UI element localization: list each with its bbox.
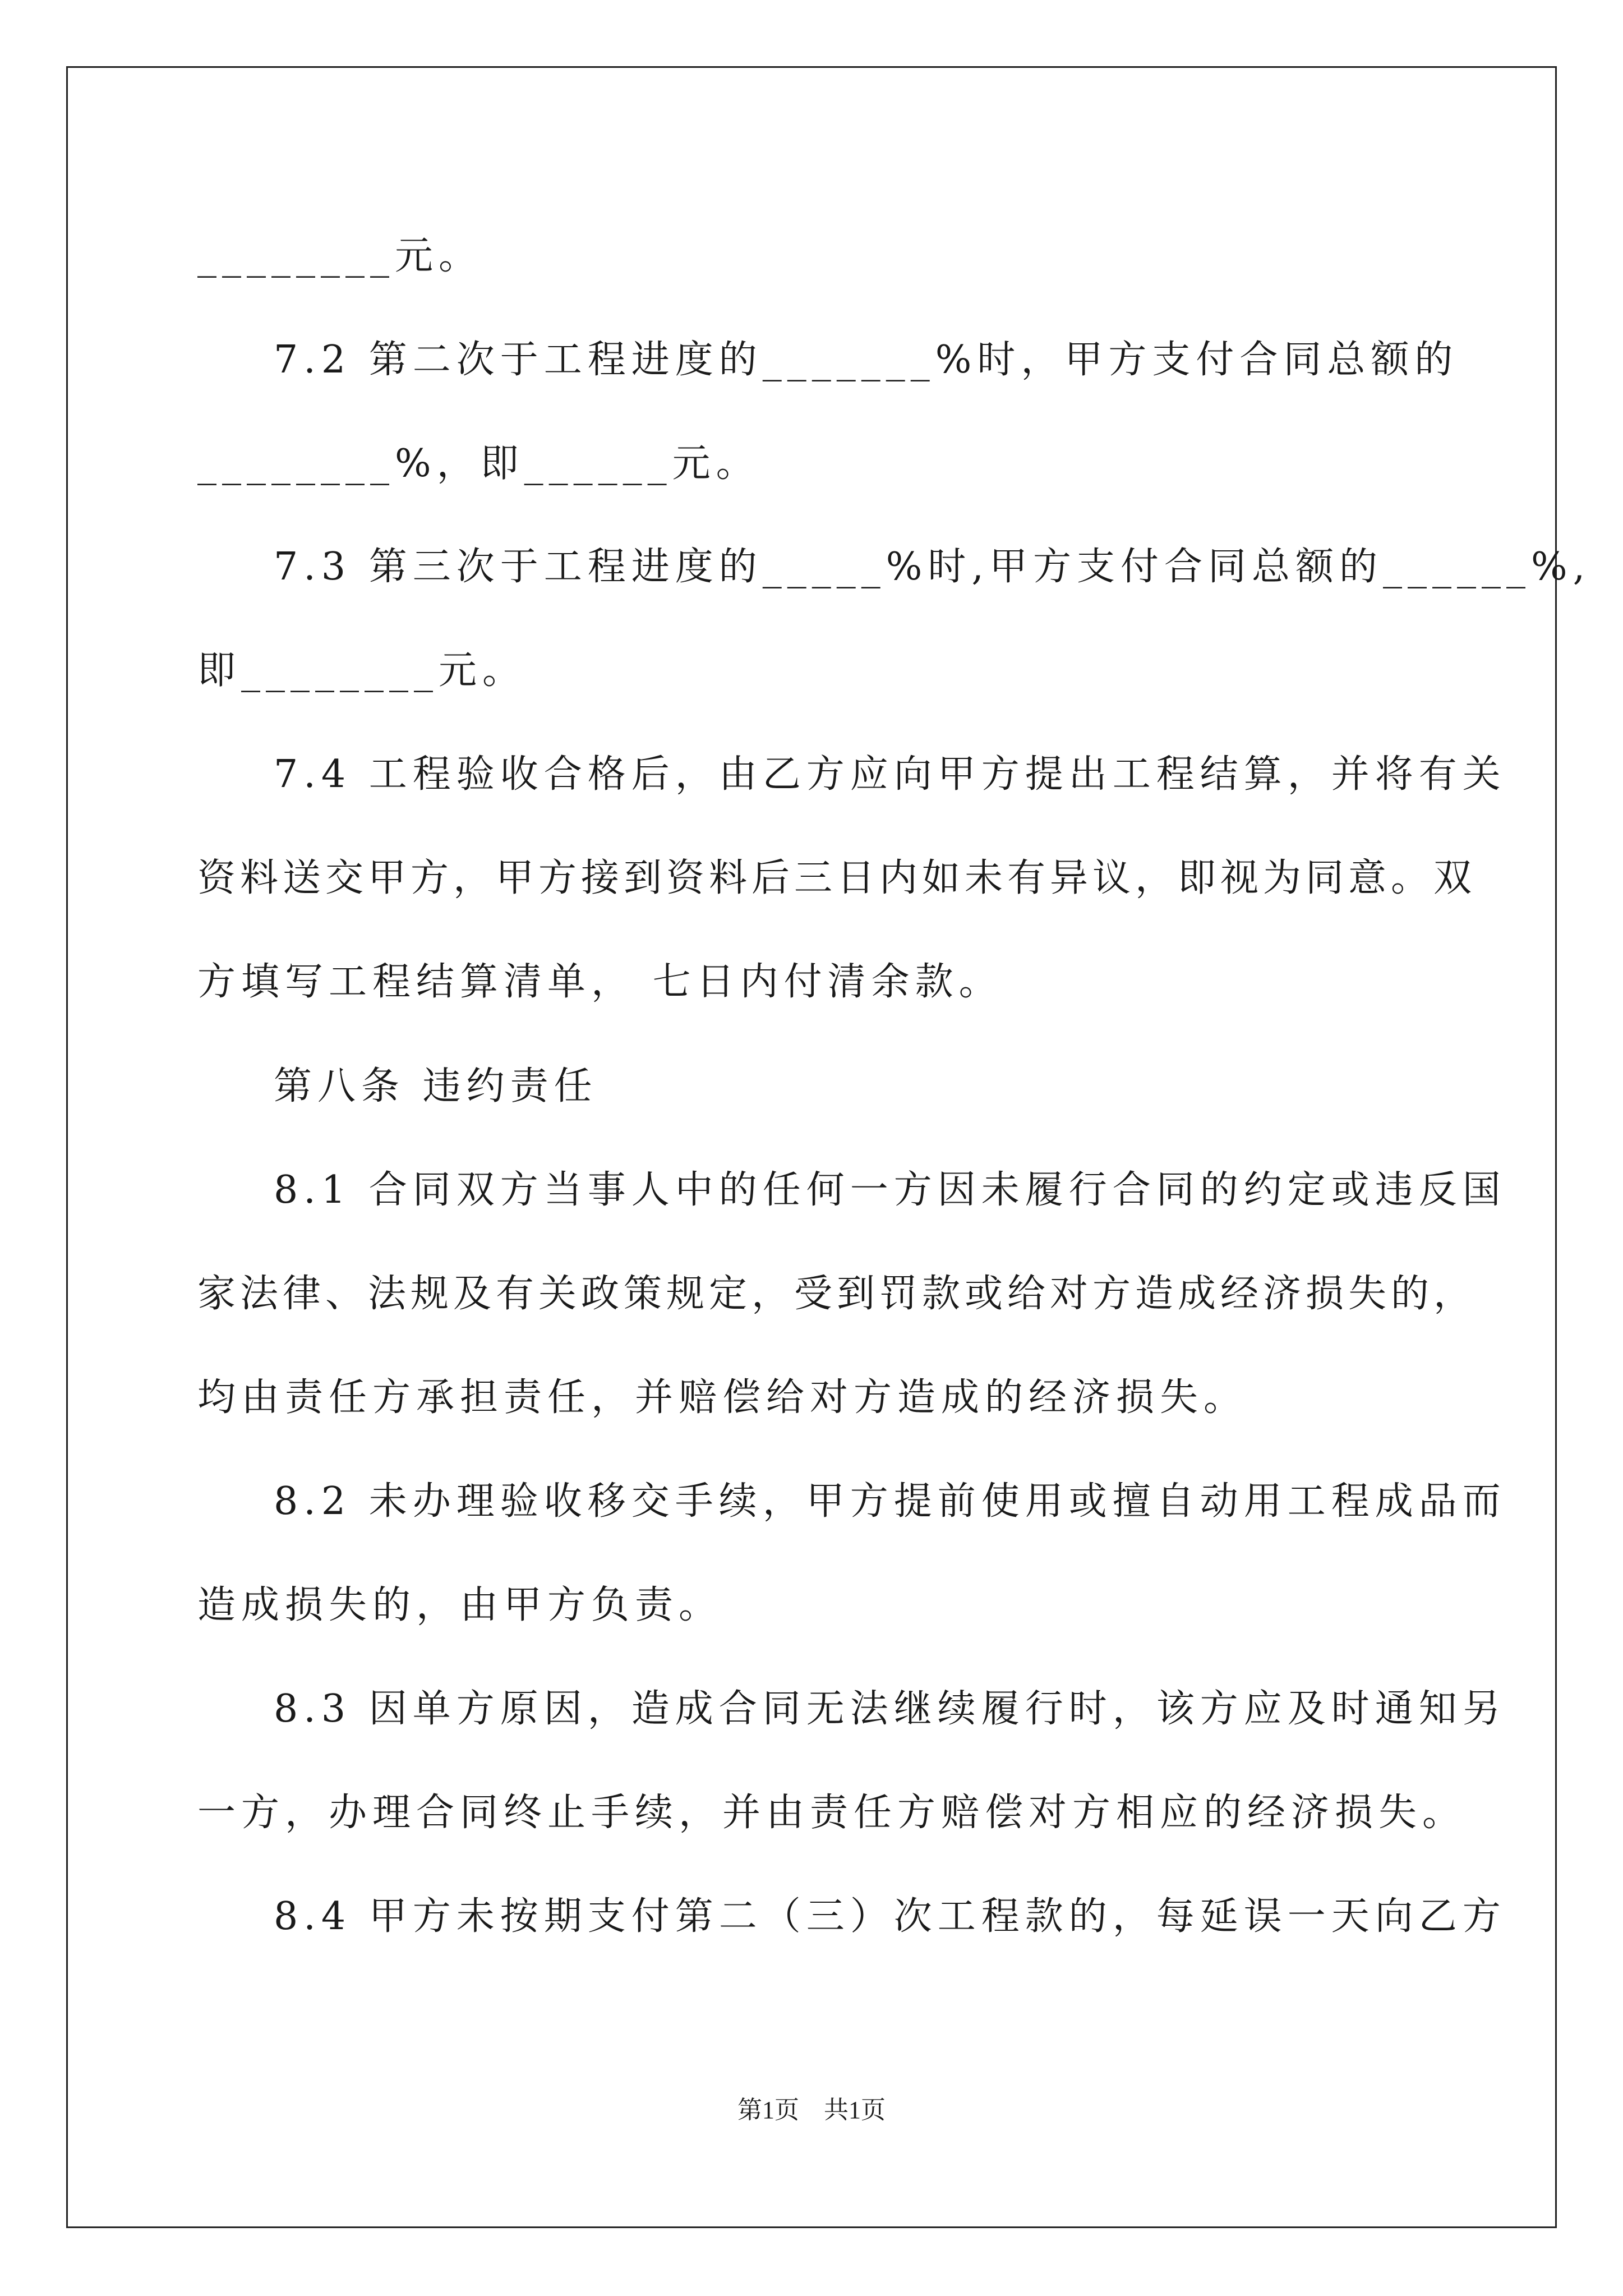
text-line: 8.4 甲方未按期支付第二（三）次工程款的，每延误一天向乙方 bbox=[274, 1894, 1506, 1939]
text-line: 方填写工程结算清单， 七日内付清余款。 bbox=[197, 960, 1003, 1004]
text-line: 家法律、法规及有关政策规定，受到罚款或给对方造成经济损失的， bbox=[197, 1272, 1477, 1316]
section-heading: 第八条 违约责任 bbox=[274, 1064, 598, 1108]
text-line: 均由责任方承担责任，并赔偿给对方造成的经济损失。 bbox=[197, 1375, 1248, 1420]
text-line: 8.1 合同双方当事人中的任何一方因未履行合同的约定或违反国 bbox=[274, 1168, 1506, 1212]
text-line: 一方，办理合同终止手续，并由责任方赔偿对方相应的经济损失。 bbox=[197, 1791, 1467, 1835]
text-line: 7.4 工程验收合格后，由乙方应向甲方提出工程结算，并将有关 bbox=[274, 752, 1506, 797]
text-line: 即________元。 bbox=[197, 648, 527, 693]
text-line: 8.3 因单方原因，造成合同无法继续履行时，该方应及时通知另 bbox=[274, 1687, 1506, 1731]
text-line: 7.3 第三次于工程进度的_____%时,甲方支付合同总额的______%, bbox=[274, 545, 1591, 589]
text-line: 7.2 第二次于工程进度的_______%时，甲方支付合同总额的 bbox=[274, 338, 1459, 382]
text-line: ________%，即______元。 bbox=[197, 441, 760, 486]
text-line: ________元。 bbox=[197, 234, 483, 278]
text-line: 造成损失的，由甲方负责。 bbox=[197, 1583, 723, 1627]
text-line: 资料送交甲方，甲方接到资料后三日内如未有异议，即视为同意。双 bbox=[197, 856, 1477, 900]
text-line: 8.2 未办理验收移交手续，甲方提前使用或擅自动用工程成品而 bbox=[274, 1479, 1506, 1524]
page-number-footer: 第1页 共1页 bbox=[737, 2096, 886, 2124]
